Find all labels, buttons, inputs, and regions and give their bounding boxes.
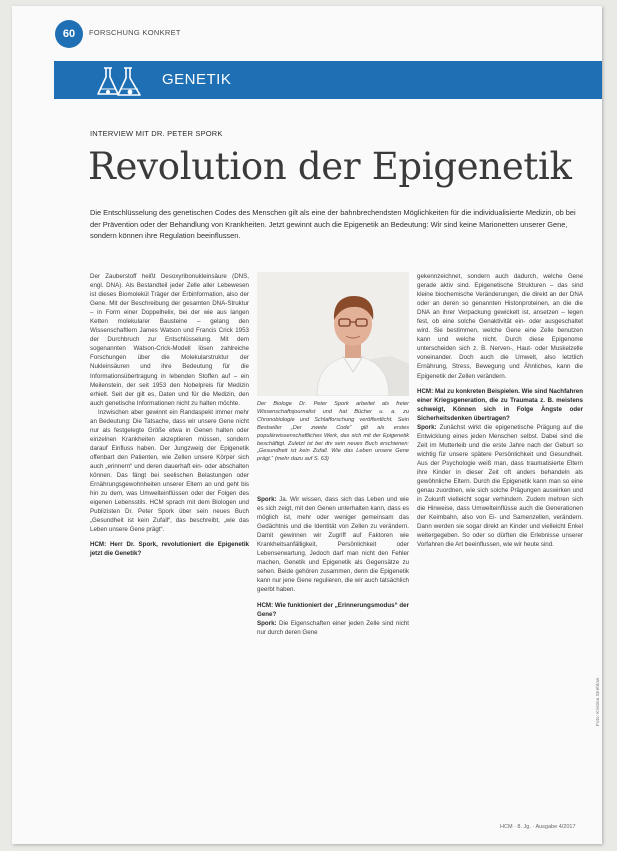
interview-question: HCM: Wie funktioniert der „Erinnerungsmodus“ der Gene? [257,601,409,618]
interview-answer [257,495,409,595]
section-label: FORSCHUNG KONKRET [89,28,181,37]
page-number: 60 [55,20,83,48]
paragraph: Der Zauberstoff heißt Desoxyribonukleinsäure (DNS, engl. DNA). Als Bestandteil jeder Zelle aller Lebewesen ist dieses Biomolekül Träger der Erbinformation, also der Gene. Mit der Beschreibung der gesamten DNA-Struktur – in Form einer Doppelhelix, bei der wie aus langen Ketten molekularer Bausteine – gelang den Wissenschaftlern James Watson und Francis Crick 1953 der Durchbruch zur Entschlüsselung. Mit dem sogenannten Watson-Crick-Modell lösen zahlreiche Forschungen über die Molekularstruktur der Nukleinsäuren und ihre Bedeutung für die Informationsübertragung in lebenden Stoffen auf – ein Meilenstein, der seit 1953 den Nobelpreis für Medizin erhielt. Seit der gilt es, Daten und für die Medizin, den auch genetische Informationen nicht zu halten möchte. [90,273,249,407]
speaker-label: Spork: [417,423,437,431]
page-footer: HCM · 8. Jg. · Ausgabe 4/2017 [500,824,576,830]
text-column-3 [417,272,583,549]
article-kicker: INTERVIEW MIT DR. PETER SPORK [90,129,223,138]
speaker-label: Spork: [257,619,277,627]
interview-question: HCM: Mal zu konkreten Beispielen. Wie sind Nachfahren einer Kriegsgeneration, die zu Traumata z. B. meistens schweigt, Können sich in Folge Ängste oder Sicherheitsdenken übertragen? [417,387,583,422]
paragraph: gekennzeichnet, sondern auch dadurch, welche Gene gerade aktiv sind. Epigenetische Strukturen – das sind kleine biochemische Veränderungen, die direkt an der DNA oder an deren so genannten Histonproteinen, an die die DNA an ihrer Verpackung gewickelt ist, ansetzen – legen fest, ob eine solche Genaktivität ein- oder ausgeschaltet wird. Sie bestimmen, welche Gene eine Zelle benutzen kann und welche nicht. Durch diese Epigenome unterscheiden sich z. B. Nerven-, Haut- oder Muskelzelle voneinander. Doch auch die Umwelt, also letztlich Ernährung, Stress, Bewegung und Ähnliches, kann die Epigenetik der Zellen verändern. [417,273,583,380]
paragraph: Inzwischen aber gewinnt ein Randaspekt immer mehr an Bedeutung: Die Tatsache, dass wir unsere Gene nicht nur als festgelegte Größe etwa in Genen halten oder einzelnen Krankheiten akzeptieren müssen, sondern darauf Einfluss haben. Der Jungzweig der Epigenetik offenbart den Patienten, wie Zellen unsere Körper sich auch „erinnern“ und deren dauerhaft ein- oder abschalten können. Das fängt bei seelischen Belastungen oder Ernährungsgewohnheiten unserer Eltern an und geht bis hin zu dem, was Umwelteinflüssen oder der Folgen des eigenen Lebensstils. HCM sprach mit dem Biologen und Publizisten Dr. Peter Spork über sein neues Buch „Gesundheit ist kein Zufall“, das beschreibt, „wie das Leben unsere Gene prägt“. [90,408,249,534]
topic-band [54,61,602,99]
interview-answer [417,423,583,550]
magazine-page [12,6,602,844]
portrait-illustration [257,272,409,396]
lab-flasks-icon [94,65,146,99]
answer-text: Zunächst wirkt die epigenetische Prägung auf die Entwicklung eines jeden Menschen selbst. Dabei sind die Zeit im Mutterleib und die erste Jahre nach der Geburt so wichtig für unsere spätere Persönlichkeit und Gesundheit. Aus der Psychologie weiß man, dass traumatisierte Eltern ihre Kinder in dieser Zeit oft anders behandeln als gewöhnliche Eltern. Durch die Epigenetik kann man so eine genau zuordnen, wie sich solche Prägungen auswirken und in Zukunft vielleicht sogar verhindern. Zudem mehren sich die Hinweise, dass Umwelteinflüsse auch die Generationen der Keimbahn, also von Ei- und Samenzellen, verändern. Dann werden sie sogar direkt an Kinder und vielleicht Enkel weitergegeben. So oder so dürften die Erlebnisse unserer Vorfahren die Art beeinflussen, wie wir heute sind. [417,423,583,549]
speaker-label: Spork: [257,496,277,503]
photo-caption: Der Biologe Dr. Peter Spork arbeitet als freier Wissenschaftsjournalist und hat Bücher u. a. zu Chronobiologie und Schlafforschung veröffentlicht. Sein Bestseller „Der zweite Code“ gilt als erstes populärwissenschaftliches Werk, das sich mit der Epigenetik beschäftigt. Zuletzt ist bei dtv sein neues Buch erschienen: „Gesundheit ist kein Zufall. Wie das Leben unsere Gene prägt.“ (mehr dazu auf S. 63) [257,401,409,463]
column-2-body [257,495,409,637]
portrait-photo [257,272,409,396]
answer-text: Die Eigenschaften einer jeden Zelle sind nicht nur durch deren Gene [257,619,409,636]
photo-credit: Foto: Kristina Strehlow [596,677,601,726]
article-lead: Die Entschlüsselung des genetischen Codes des Menschen gilt als eine der bahnbrechendsten Möglichkeiten für die individualisierte Medizin, ob bei der Prävention oder der Behandlung von Krankheiten. Jetzt gewinnt auch die Epigenetik an Bedeutung: Wir sind keine Marionetten unserer Gene, sondern können ihre Regulation beeinflussen. [90,208,576,240]
interview-answer [257,619,409,637]
answer-text: Ja. Wir wissen, dass sich das Leben und wie es sich zeigt, mit den Genen unterhalten kann, dass es möglich ist, mehr oder weniger gemeinsam das Gedächtnis und die Identität von Zellen zu verändern. Damit gewinnen wir Zugriff auf Faktoren wie Krankheitsanfälligkeit, Persönlichkeit oder Lebenserwartung. Jedoch darf man nicht den Fehler machen, Genetik und Epigenetik als Gegensätze zu sehen. Beide gehören zusammen, denn die Epigenetik kann nur jene Gene regulieren, die wir auch tatsächlich geerbt haben. [257,496,409,594]
interview-question: HCM: Herr Dr. Spork, revolutioniert die Epigenetik jetzt die Genetik? [90,541,249,558]
topic-label: GENETIK [162,71,232,88]
article-headline: Revolution der Epigenetik [88,145,572,188]
text-column-1 [90,272,249,558]
